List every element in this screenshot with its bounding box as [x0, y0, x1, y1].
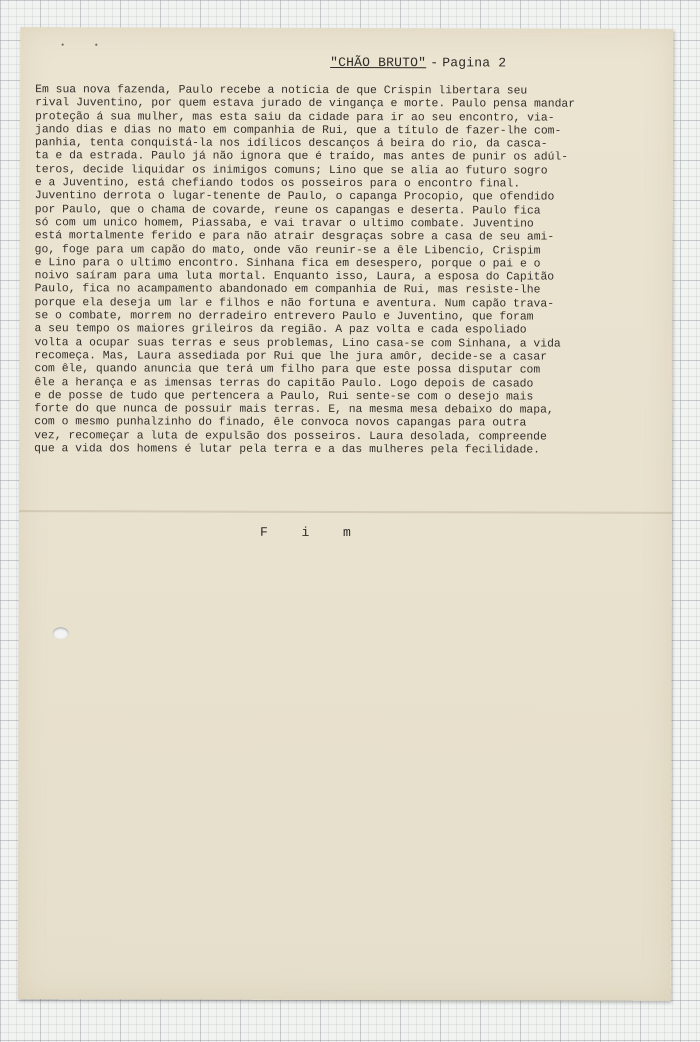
- text-line: a seu tempo os maiores grileiros da região. A paz volta e cada espoliado: [34, 323, 527, 337]
- text-line: e de posse de tudo que pertencera a Paulo, Rui sente-se com o desejo mais: [34, 390, 534, 404]
- text-line: proteção á sua mulher, mas esta saiu da cidade para ir ao seu encontro, via-: [35, 110, 555, 125]
- text-line: jando dias e dias no mato em companhia de Rui, que a título de fazer-lhe com-: [34, 124, 562, 138]
- text-line: e a Juventino, está chefiando todos os posseiros para o encontro final.: [34, 177, 521, 191]
- text-line: rival Juventino, por quem estava jurado de vingança e morte. Paulo pensa mandar: [35, 97, 576, 111]
- text-line: porque ela deseja um lar e filhos e não fortuna e aventura. Num capão trava-: [34, 296, 555, 311]
- text-line: forte do que nunca de possuir mais terras. E, na mesma mesa debaixo do mapa,: [34, 403, 554, 417]
- text-line: com êle, quando anuncia que terá um filho para que este possa disputar com: [34, 363, 541, 377]
- punch-hole: [53, 627, 69, 639]
- text-line: Juventino derrota o lugar-tenente de Paulo, o capanga Procopio, que ofendido: [34, 190, 555, 204]
- text-line: Paulo, fica no acampamento abandonado em companhia de Rui, mas resiste-lhe: [34, 283, 541, 297]
- text-line: por Paulo, que o chama de covarde, reune os capangas e deserta. Paulo fica: [34, 203, 541, 218]
- text-line: go, foge para um capão do mato, onde vão reunir-se a êle Libencio, Crispim: [34, 243, 541, 258]
- text-line: se o combate, morrem no derradeiro entrevero Paulo e Juventino, que foram: [34, 310, 534, 324]
- script-title: "CHÃO BRUTO": [330, 54, 427, 71]
- text-line: com o mesmo punhalzinho do finado, êle convoca novos capangas para outra: [34, 416, 527, 430]
- ink-specks: • •: [60, 41, 99, 51]
- text-line: está mortalmente ferido e para não atrair desgraças sobre a casa de seu ami-: [34, 230, 555, 244]
- text-line: volta a ocupar suas terras e seus problemas, Lino casa-se com Sinhana, a vida: [34, 336, 561, 351]
- typed-page: [18, 27, 674, 1001]
- synopsis-text: [34, 84, 657, 458]
- closing-fim: F i m: [259, 524, 352, 541]
- text-line: noivo saíram para uma luta mortal. Enquanto isso, Laura, a esposa do Capitão: [34, 270, 555, 284]
- text-line: só com um unico homem, Piassaba, e vai travar o ultimo combate. Juventino: [34, 217, 534, 231]
- text-line: que a vida dos homens é lutar pela terra e a das mulheres pela fecilidade.: [34, 443, 541, 457]
- page-header: [330, 55, 506, 70]
- text-line: Em sua nova fazenda, Paulo recebe a notícia de que Crispin libertara seu: [35, 84, 528, 98]
- text-line: ta e da estrada. Paulo já não ignora que é traído, mas antes de punir os adúl-: [34, 150, 569, 165]
- text-line: teros, decide liquidar os inimigos comuns; Lino que se alia ao futuro sogro: [34, 163, 548, 178]
- paper-fold: [19, 510, 672, 514]
- header-separator: -: [430, 55, 439, 71]
- text-line: vez, recomeçar a luta de expulsão dos posseiros. Laura desolada, compreende: [34, 429, 547, 444]
- text-line: êle a herança e as imensas terras do capitão Paulo. Logo depois de casado: [34, 376, 534, 391]
- text-line: e Lino para o ultimo encontro. Sinhana fica em desespero, porque o pai e o: [34, 257, 541, 271]
- text-line: panhia, tenta conquistá-la nos idílicos descanços á beira do rio, da casca-: [34, 137, 548, 151]
- text-line: recomeça. Mas, Laura assediada por Rui que lhe jura amôr, decide-se a casar: [34, 350, 548, 364]
- page-number: Pagina 2: [442, 55, 507, 71]
